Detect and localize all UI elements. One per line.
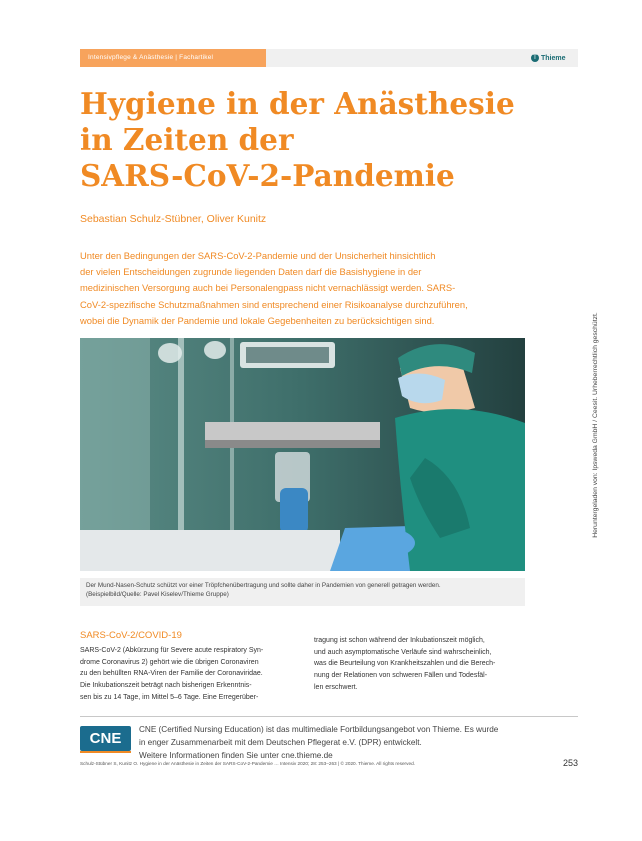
body-line: SARS-CoV-2 (Abkürzung für Severe acute respiratory Syn-	[80, 647, 264, 654]
title-line: Hygiene in der Anästhesie	[80, 86, 515, 121]
body-line: sen bis zu 14 Tage, im Mittel 5–6 Tage. Eine Erregerüber-	[80, 693, 259, 701]
column-left	[80, 630, 295, 704]
body-paragraph	[80, 645, 295, 704]
lead-line: medizinischen Versorgung auch bei Personalengpass nicht vernachlässigt werden. SARS-	[80, 282, 456, 294]
lead-line: der vielen Entscheidungen zugrunde liegenden Daten darf die Basishygiene in der	[80, 266, 422, 278]
body-line: was die Beurteilung von Krankheitszahlen und die Berech-	[314, 660, 496, 668]
title-line: SARS-CoV-2-Pandemie	[80, 158, 455, 193]
lead-line: Unter den Bedingungen der SARS-CoV-2-Pandemie und der Unsicherheit hinsichtlich	[80, 250, 436, 261]
logo-text: Thieme	[541, 54, 566, 62]
body-paragraph	[314, 635, 526, 694]
cne-info	[139, 723, 579, 762]
anesthesia-photo-illustration	[80, 338, 525, 571]
body-line: Die Inkubationszeit beträgt nach bisherigen Erkenntnis-	[80, 682, 252, 690]
article-title	[80, 86, 540, 194]
cne-line: Weitere Informationen finden Sie unter cne.thieme.de	[139, 751, 333, 760]
footer-citation: Schulz-Stübner S, Kunitz O. Hygiene in der Anästhesie in Zeiten der SARS-CoV-2-Pandemie … Intensiv 2020; 28: 253–263 | © 2020. Thieme. All rights reserved.	[80, 761, 415, 766]
section-heading: SARS-CoV-2/COVID-19	[80, 630, 182, 641]
download-credit: Heruntergeladen von: Ipsweda GmbH / Ceesit. Urheberrechtlich geschützt.	[592, 312, 599, 538]
column-right	[314, 635, 526, 694]
divider	[80, 716, 578, 717]
body-line: und auch asymptomatische Verläufe sind wahrscheinlich,	[314, 648, 492, 656]
lead-line: wobei die Dynamik der Pandemie und lokale Gegebenheiten zu berücksichtigen sind.	[80, 314, 435, 326]
caption-line: Der Mund-Nasen-Schutz schützt vor einer Tröpfchenübertragung und sollte daher in Pandemien von generell getragen werden.	[86, 582, 441, 589]
body-line: tragung ist schon während der Inkubationszeit möglich,	[314, 637, 485, 644]
body-line: len erschwert.	[314, 683, 358, 691]
publisher-logo	[531, 51, 566, 65]
page-number: 253	[563, 758, 579, 768]
lead-line: CoV-2-spezifische Schutzmaßnahmen sind entsprechend einer Risikoanalyse durchzuführen,	[80, 298, 468, 310]
cne-logo: CNE	[80, 726, 131, 751]
title-line: in Zeiten der	[80, 122, 294, 157]
thieme-logo-icon: T	[531, 54, 539, 62]
lead-paragraph	[80, 248, 526, 329]
cne-line: in enger Zusammenarbeit mit dem Deutschen Pflegerat e.V. (DPR) entwickelt.	[139, 738, 422, 747]
body-line: drome Coronavirus 2) gehört wie die übrigen Coronaviren	[80, 658, 259, 666]
article-photo	[80, 338, 525, 571]
body-line: nung der Relationen von schweren Fällen und Todesfäl-	[314, 672, 488, 680]
article-authors: Sebastian Schulz-Stübner, Oliver Kunitz	[80, 213, 267, 225]
cne-line: CNE (Certified Nursing Education) ist das multimediale Fortbildungsangebot von Thieme. Es wurde	[139, 725, 499, 734]
rubric-label: Intensivpflege & Anästhesie | Fachartikel	[80, 49, 266, 67]
photo-caption	[80, 578, 525, 606]
caption-line: (Beispielbild/Quelle: Pavel Kiselev/Thieme Gruppe)	[86, 591, 229, 598]
body-line: zu den behüllten RNA-Viren der Familie der Coronaviridae.	[80, 670, 263, 678]
